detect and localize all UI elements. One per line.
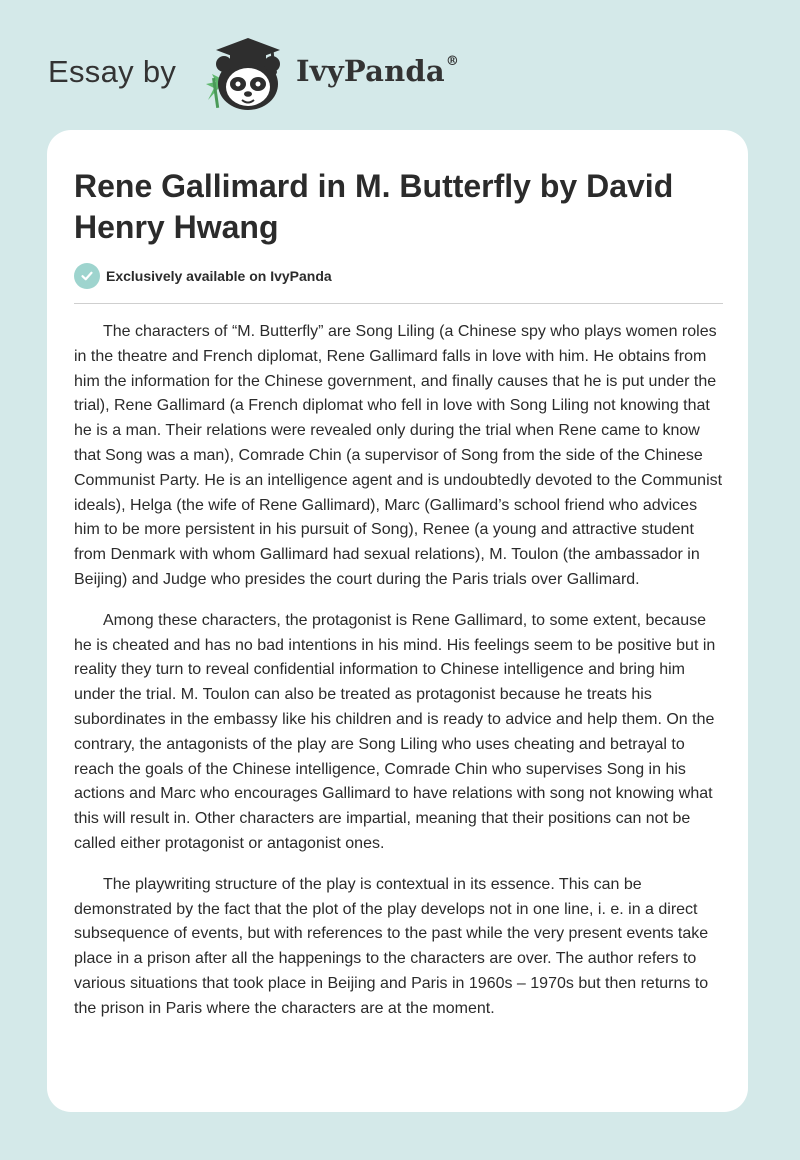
paragraph: The characters of “M. Butterfly” are Song Liling (a Chinese spy who plays women roles in the theatre and French diplomat, Rene Gallimard falls in love with him. He obtains from him the information for the Chinese government, and finally causes that he is put under the trial), Rene Gallimard (a French diplomat who fell in love with Song Liling not knowing that he is a man. Their relations were revealed only during the trial when Rene came to know that Song was a man), Comrade Chin (a supervisor of Song from the side of the Chinese Communist Party. He is an intelligence agent and is undoubtedly devoted to the Communist ideals), Helga (the wife of Rene Gallimard), Marc (Gallimard’s school friend who advices him to be more persistent in his pursuit of Song), Renee (a young and attractive student from Denmark with whom Gallimard had sexual relations), M. Toulon (the ambassador in Beijing) and Judge who presides the court during the Paris trials over Gallimard. [74,323,723,588]
registered-mark: ® [445,54,460,69]
exclusive-badge [74,263,332,289]
brand-text: IvyPanda [296,54,445,88]
essay-card [47,130,748,1112]
paragraph: Among these characters, the protagonist is Rene Gallimard, to some extent, because he is cheated and has no bad intentions in his mind. His feelings seem to be positive but in reality they turn to reveal confidential information to Chinese intelligence and bring him under the trial. M. Toulon can also be treated as protagonist because he treats his subordinates in the embassy like his children and is ready to advice and help them. On the contrary, the antagonists of the play are Song Liling who uses cheating and betrayal to reach the goals of the Chinese intelligence, Comrade Chin who supervises Song in his actions and Marc who encourages Gallimard to have relations with song not knowing what this will result in. Other characters are impartial, meaning that their positions can not be called either protagonist or antagonist ones. [74,611,716,852]
divider [74,303,723,304]
site-header [48,34,508,114]
essay-body [74,320,726,1038]
essay-by-label: Essay by [48,54,177,89]
paragraph: The playwriting structure of the play is contextual in its essence. This can be demonstrated by the fact that the plot of the play develops not in one line, i. e. in a direct subsequence of events, but with references to the past while the very present events take place in a prison after all the happenings to the characters are over. The author refers to various situations that took place in Beijing and Paris in 1960s – 1970s but then returns to the prison in Paris where the characters are at the moment. [74,875,709,1017]
panda-graduate-logo-icon[interactable] [200,34,292,114]
brand-name[interactable] [296,54,459,88]
badge-label: Exclusively available on IvyPanda [106,268,332,284]
checkmark-icon [74,263,100,289]
page-title: Rene Gallimard in M. Butterfly by David Henry Hwang [74,168,674,245]
